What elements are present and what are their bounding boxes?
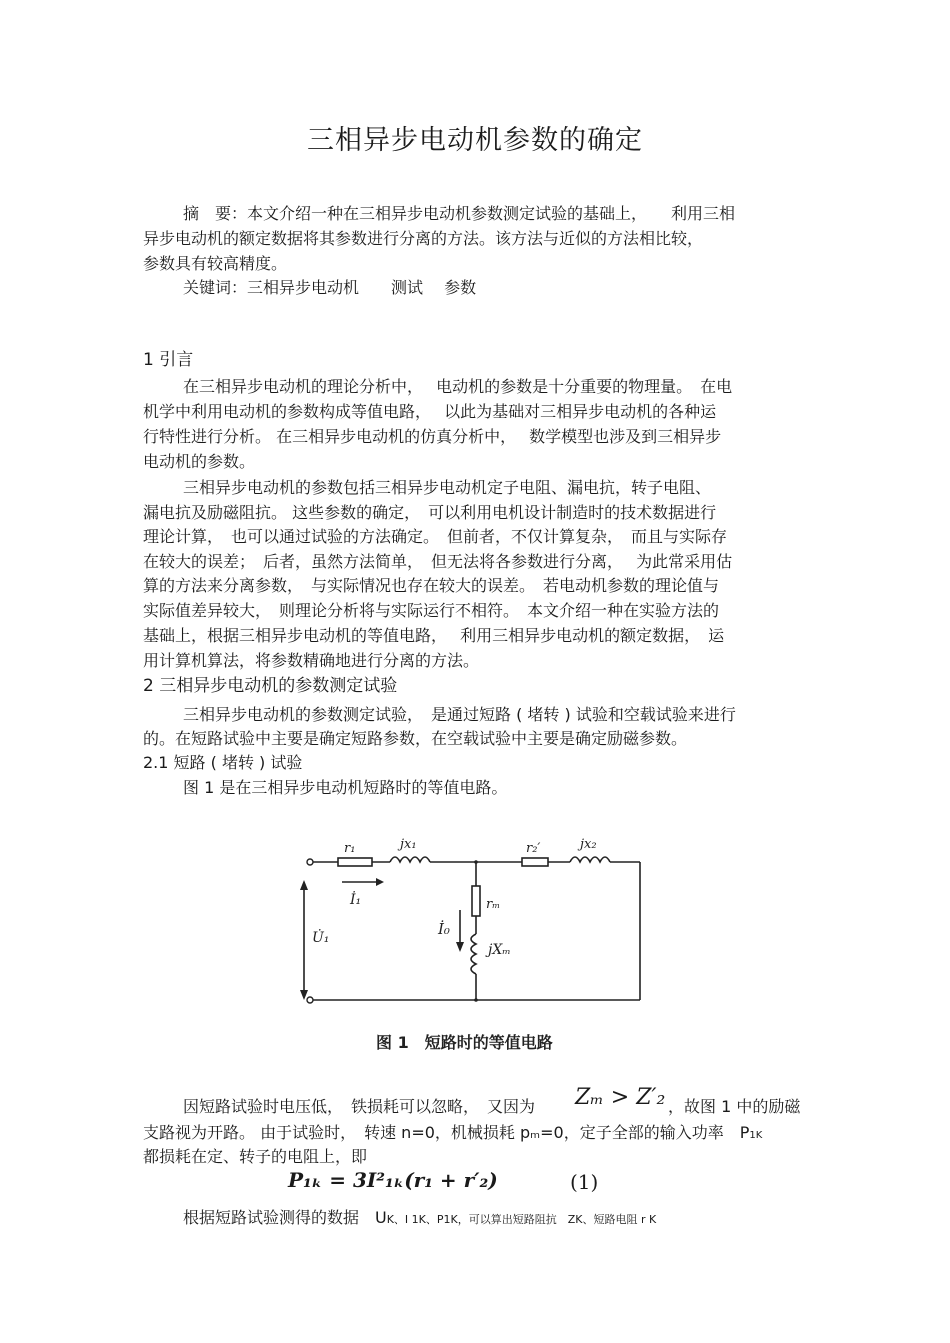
paragraph-line: 实际值差异较大， 则理论分析将与实际运行不相符。 本文介绍一种在实验方法的 — [143, 601, 720, 620]
arrowhead — [376, 878, 384, 886]
paragraph-line — [183, 1206, 656, 1232]
inline-formula: Zₘ > Z′₂ — [575, 1085, 666, 1110]
label-jx1: jx₁ — [400, 837, 417, 852]
paragraph-line: ，故图 1 中的励磁 — [668, 1097, 801, 1116]
paragraph-line: 都损耗在定、转子的电阻上，即 — [143, 1147, 368, 1166]
keywords-line: 关键词：三相异步电动机 测试 参数 — [183, 278, 477, 297]
paragraph-line: 的。在短路试验中主要是确定短路参数，在空载试验中主要是确定励磁参数。 — [143, 729, 688, 748]
text-span: 支路视为开路。 由于试验时， 转速 n=0，机械损耗 pₘ=0，定子全部的输入功率 P — [143, 1123, 750, 1142]
label-i1: İ₁ — [350, 892, 362, 908]
subscript: 1K — [749, 1130, 763, 1141]
abstract-line-1: 摘 要：本文介绍一种在三相异步电动机参数测定试验的基础上， 利用三相 — [183, 204, 736, 223]
label-jx2: jx₂ — [580, 837, 597, 852]
junction-top — [474, 860, 478, 864]
paragraph-line: 电动机的参数。 — [143, 452, 256, 471]
figure-intro: 图 1 是在三相异步电动机短路时的等值电路。 — [183, 778, 508, 797]
arrowhead — [300, 880, 308, 890]
label-u1: U̇₁ — [312, 930, 330, 946]
arrowhead — [456, 942, 464, 952]
label-rm: rₘ — [486, 897, 501, 912]
section-1-heading: 1 引言 — [143, 350, 194, 370]
paragraph-line: 漏电抗及励磁阻抗。 这些参数的确定， 可以利用电机设计制造时的技术数据进行 — [143, 503, 717, 522]
paragraph-line: 在较大的误差； 后者，虽然方法简单， 但无法将各参数进行分离， 为此常采用估 — [143, 552, 733, 571]
inductor-jxm — [471, 934, 476, 974]
paragraph-line: 行特性进行分析。 在三相异步电动机的仿真分析中， 数学模型也涉及到三相异步 — [143, 427, 722, 446]
abstract-line-3: 参数具有较高精度。 — [143, 254, 288, 273]
resistor-rm — [472, 886, 480, 916]
resistor-r1 — [338, 858, 372, 866]
paragraph-line — [143, 1121, 762, 1148]
page-title: 三相异步电动机参数的确定 — [307, 125, 643, 156]
circuit-figure — [290, 822, 650, 1062]
resistor-r2p — [522, 858, 548, 866]
text-span: 根据短路试验测得的数据 U — [183, 1208, 387, 1227]
label-r2p: r₂′ — [526, 841, 541, 856]
paragraph-line: 算的方法来分离参数， 与实际情况也存在较大的误差。 若电动机参数的理论值与 — [143, 576, 720, 595]
inductor-jx1 — [390, 857, 430, 862]
inductor-jx2 — [570, 857, 610, 862]
paragraph-line: 三相异步电动机的参数测定试验， 是通过短路 ( 堵转 ) 试验和空载试验来进行 — [183, 705, 736, 724]
paragraph-line: 理论计算， 也可以通过试验的方法确定。 但前者，不仅计算复杂， 而且与实际存 — [143, 527, 728, 546]
label-r1: r₁ — [344, 841, 356, 856]
text-span: K、I 1K、P1K，可以算出短路阻抗 ZK、短路电阻 r K — [386, 1213, 657, 1226]
terminal-top — [307, 859, 313, 865]
paragraph-line: 用计算机算法，将参数精确地进行分离的方法。 — [143, 651, 480, 670]
terminal-bottom — [307, 997, 313, 1003]
equation-number: (1) — [570, 1170, 599, 1194]
figure-caption: 图 1 短路时的等值电路 — [376, 1033, 553, 1052]
subsection-heading: 2.1 短路 ( 堵转 ) 试验 — [143, 753, 303, 772]
section-2-heading: 2 三相异步电动机的参数测定试验 — [143, 676, 398, 696]
paragraph-line: 三相异步电动机的参数包括三相异步电动机定子电阻、漏电抗，转子电阻、 — [183, 478, 712, 497]
paragraph-line: 基础上，根据三相异步电动机的等值电路， 利用三相异步电动机的额定数据， 运 — [143, 626, 725, 645]
abstract-line-2: 异步电动机的额定数据将其参数进行分离的方法。该方法与近似的方法相比较， — [143, 229, 704, 248]
junction-bottom — [474, 998, 478, 1002]
paragraph-line: 机学中利用电动机的参数构成等值电路， 以此为基础对三相异步电动机的各种运 — [143, 402, 717, 421]
paragraph-line: 因短路试验时电压低， 铁损耗可以忽略， 又因为 — [183, 1097, 536, 1116]
label-i0: İ₀ — [438, 920, 450, 938]
paragraph-line: 在三相异步电动机的理论分析中， 电动机的参数是十分重要的物理量。 在电 — [183, 377, 733, 396]
equation-1: P₁ₖ = 3I²₁ₖ(r₁ + r′₂) — [288, 1168, 498, 1192]
label-jxm: jXₘ — [488, 942, 511, 958]
